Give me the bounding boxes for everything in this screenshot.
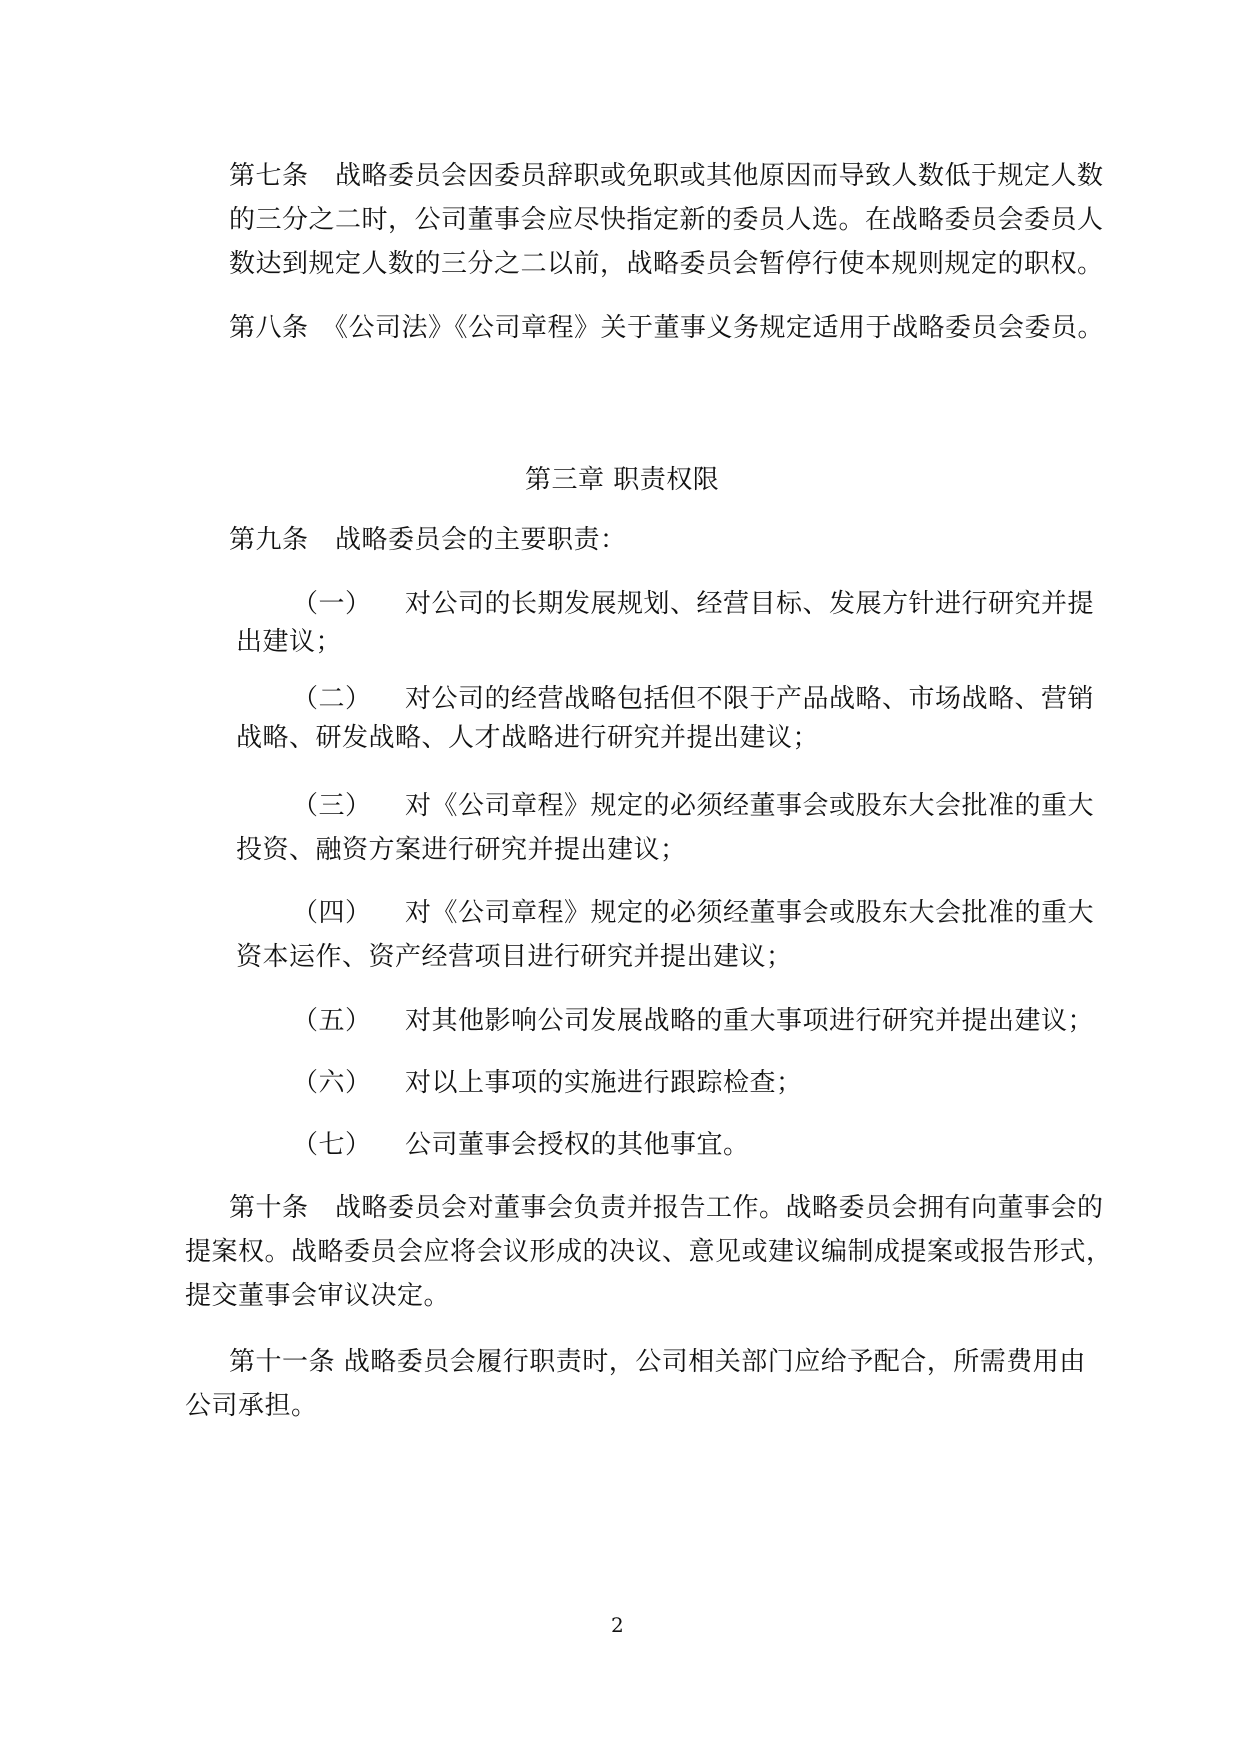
duty-4-line-2: 资本运作、资产经营项目进行研究并提出建议； xyxy=(236,942,793,972)
article-8-line-1: 第八条 《公司法》《公司章程》关于董事义务规定适用于战略委员会委员。 xyxy=(229,313,1105,343)
duty-4-line-1: 对《公司章程》规定的必须经董事会或股东大会批准的重大 xyxy=(405,898,1095,928)
duty-5-line-1: 对其他影响公司发展战略的重大事项进行研究并提出建议； xyxy=(405,1006,1095,1036)
article-11-line-1: 第十一条 战略委员会履行职责时，公司相关部门应给予配合，所需费用由 xyxy=(229,1347,1086,1377)
article-10-line-2: 提案权。战略委员会应将会议形成的决议、意见或建议编制成提案或报告形式， xyxy=(185,1237,1113,1267)
duty-marker: （七） xyxy=(292,1130,372,1160)
page-number: 2 xyxy=(611,1613,624,1637)
chapter-title: 第三章 职责权限 xyxy=(525,465,720,495)
duty-marker: （五） xyxy=(292,1006,372,1036)
article-7-line-1: 第七条 战略委员会因委员辞职或免职或其他原因而导致人数低于规定人数 xyxy=(229,161,1104,191)
article-9-line-1: 第九条 战略委员会的主要职责： xyxy=(229,525,627,555)
duty-marker: （三） xyxy=(292,791,372,821)
duty-marker: （一） xyxy=(292,589,372,619)
duty-marker: （六） xyxy=(292,1068,372,1098)
duty-marker: （四） xyxy=(292,898,372,928)
duty-2-line-1: 对公司的经营战略包括但不限于产品战略、市场战略、营销 xyxy=(405,684,1095,714)
duty-1-line-1: 对公司的长期发展规划、经营目标、发展方针进行研究并提 xyxy=(405,589,1095,619)
article-7-line-3: 数达到规定人数的三分之二以前，战略委员会暂停行使本规则规定的职权。 xyxy=(229,249,1104,279)
duty-3-line-1: 对《公司章程》规定的必须经董事会或股东大会批准的重大 xyxy=(405,791,1095,821)
duty-3-line-2: 投资、融资方案进行研究并提出建议； xyxy=(236,835,687,865)
duty-7-line-1: 公司董事会授权的其他事宜。 xyxy=(405,1130,750,1160)
duty-6-line-1: 对以上事项的实施进行跟踪检查； xyxy=(405,1068,803,1098)
article-7-line-2: 的三分之二时，公司董事会应尽快指定新的委员人选。在战略委员会委员人 xyxy=(229,205,1104,235)
article-10-line-3: 提交董事会审议决定。 xyxy=(185,1281,451,1311)
duty-1-line-2: 出建议； xyxy=(236,627,343,657)
duty-2-line-2: 战略、研发战略、人才战略进行研究并提出建议； xyxy=(236,723,820,753)
article-10-line-1: 第十条 战略委员会对董事会负责并报告工作。战略委员会拥有向董事会的 xyxy=(229,1193,1104,1223)
duty-marker: （二） xyxy=(292,684,372,714)
article-11-line-2: 公司承担。 xyxy=(185,1391,318,1421)
